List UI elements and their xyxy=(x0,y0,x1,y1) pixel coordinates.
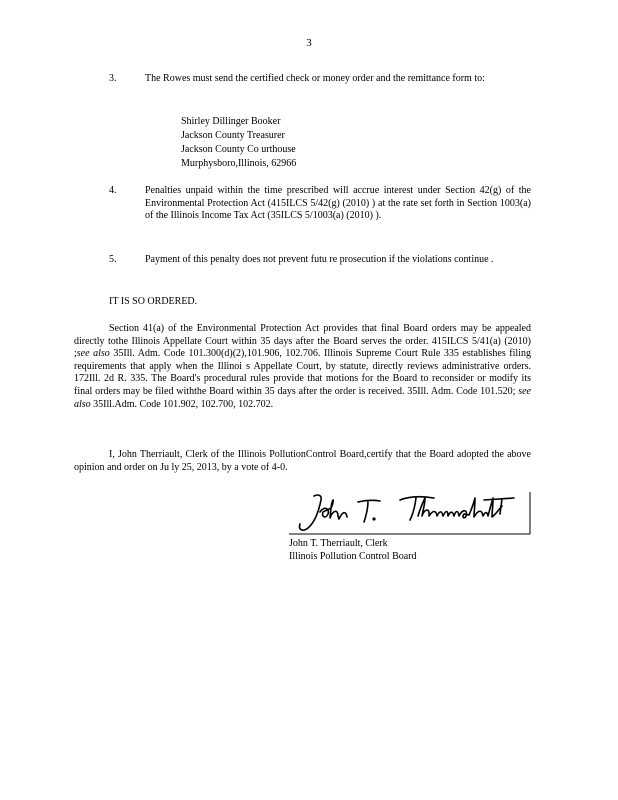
appeal-text: 35Ill. Adm. Code 101.300(d)(2),101.906, 102.706. Illinois Supreme Court Rule 335 establishes filing requirements that apply when the Illinoi s Appellate Court, by statute, directly reviews administrative orders. 172Ill. 2d R. 335. The Board's procedural rules provide that motions for the Board to reconsider or modify its final orders may be filed withthe Board within 35 days after the order is received. 35Ill. Adm. Code 101.520; xyxy=(74,348,531,397)
address-line: Shirley Dillinger Booker xyxy=(181,116,281,127)
address-line: Jackson County Treasurer xyxy=(181,130,285,141)
list-item xyxy=(109,254,531,267)
appeal-text: 35Ill.Adm. Code 101.902, 102.700, 102.702. xyxy=(90,398,274,410)
item-number: 3. xyxy=(109,73,117,84)
clerk-name: John T. Therriault, Clerk xyxy=(289,538,388,549)
item-number: 4. xyxy=(109,185,117,196)
signature xyxy=(288,488,531,536)
item-text: Penalties unpaid within the time prescribed will accrue interest under Section 42(g) of the Environmental Protection Act (415ILCS 5/42(g) (2010) ) at the rate set forth in Section 1003(a) of the Illinois Income Tax Act (35ILCS 5/1003(a) (2010) ). xyxy=(145,185,531,221)
appeal-paragraph xyxy=(74,323,531,411)
see-also-text: see also xyxy=(76,348,110,360)
address-block xyxy=(181,115,296,171)
signature-block xyxy=(289,538,417,563)
list-item xyxy=(109,185,531,223)
certification-text: I, John Therriault, Clerk of the Illinois PollutionControl Board,certify that the Board adopted the above opinion and order on Ju ly 25, 2013, by a vote of 4-0. xyxy=(74,449,531,473)
certification-paragraph xyxy=(74,449,531,474)
item-text: Payment of this penalty does not prevent futu re prosecution if the violations continue . xyxy=(145,254,494,265)
see-also-text: see also xyxy=(74,385,531,410)
so-ordered-heading: IT IS SO ORDERED. xyxy=(109,296,198,307)
item-number: 5. xyxy=(109,254,117,265)
list-item xyxy=(109,73,531,86)
page-number: 3 xyxy=(306,37,312,49)
address-line: Jackson County Co urthouse xyxy=(181,144,296,155)
board-name: Illinois Pollution Control Board xyxy=(289,550,417,562)
item-text: The Rowes must send the certified check or money order and the remittance form to: xyxy=(145,73,485,84)
appeal-text: Section 41(a) of the Environmental Protection Act provides that final Board orders may be appealed directly tothe Illinois Appellate Court within 35 days after the Board serves the order. 415ILCS 5/41(a) (2010) ; xyxy=(74,323,531,360)
address-line: Murphysboro,Illinois, 62966 xyxy=(181,158,297,169)
